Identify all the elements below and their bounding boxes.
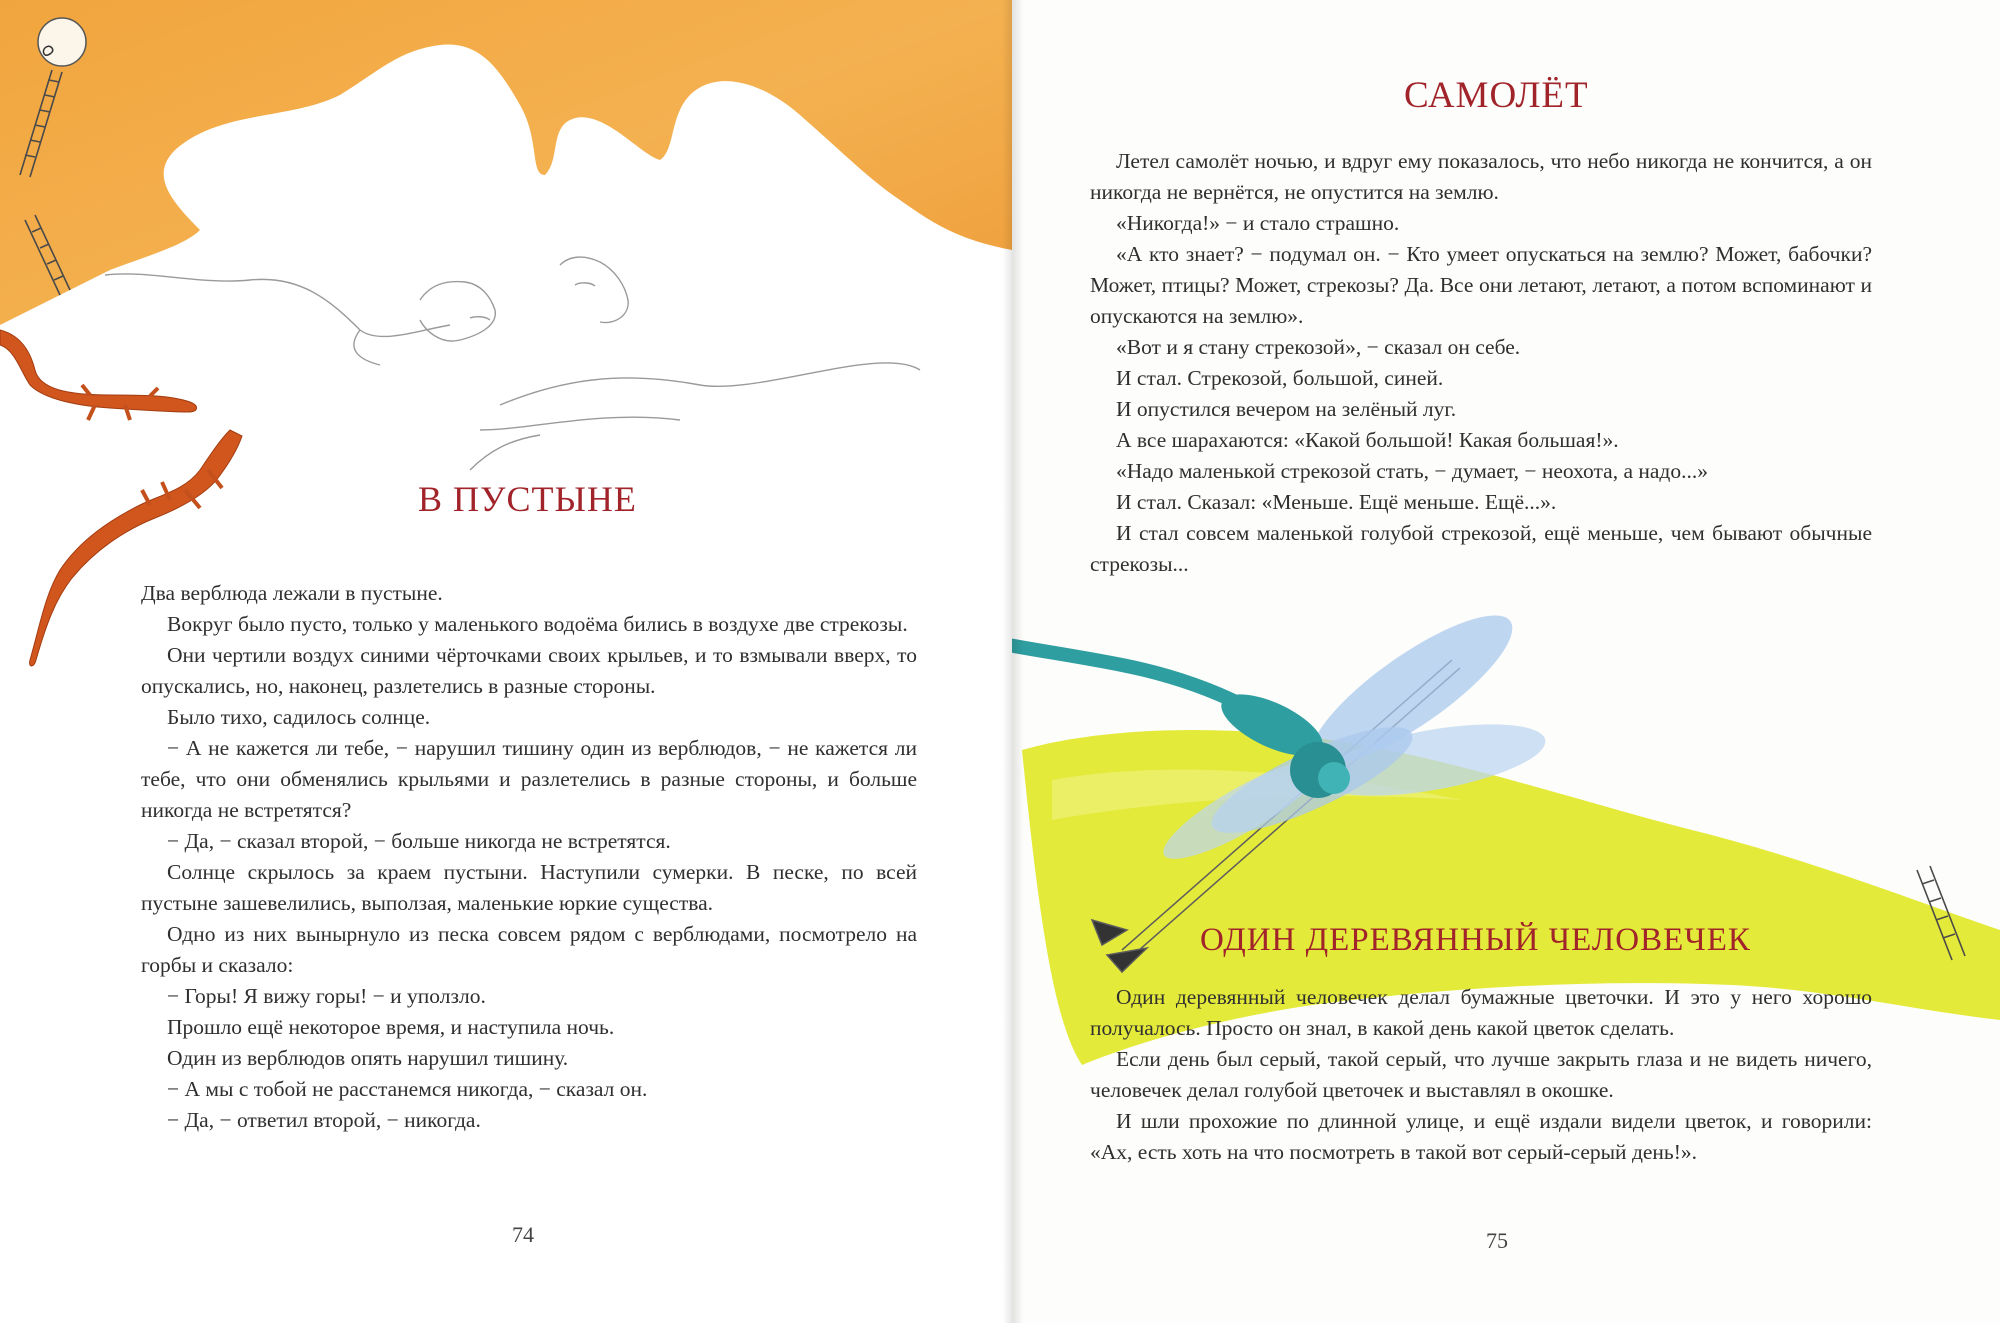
paragraph: Летел самолёт ночью, и вдруг ему показалось, что небо никогда не кончится, а он никогда не вернётся, не опустится на землю. (1090, 149, 1872, 204)
story-text-airplane (1090, 146, 1872, 580)
paragraph: Два верблюда лежали в пустыне. (141, 581, 443, 605)
book-gutter (1002, 0, 1024, 1323)
paragraph: Один деревянный человечек делал бумажные цветочки. И это у него хорошо получалось. Просто он знал, в какой день какой цветок сделать. (1090, 985, 1872, 1040)
paragraph: − А не кажется ли тебе, − нарушил тишину один из верблюдов, − не кажется ли тебе, что они обменялись крыльями и разлетелись в разные стороны, и больше никогда не встретятся? (141, 736, 917, 822)
story-title-airplane: САМОЛЁТ (1404, 75, 1589, 116)
story-title-desert: В ПУСТЫНЕ (418, 479, 637, 519)
paragraph: Один из верблюдов опять нарушил тишину. (167, 1046, 569, 1070)
paragraph: − Горы! Я вижу горы! − и уползло. (167, 984, 486, 1008)
paragraph: И шли прохожие по длинной улице, и ещё издали видели цветок, и говорили: «Ах, есть хоть на что посмотреть в такой вот серый-серый день!». (1090, 1109, 1872, 1164)
paragraph: И опустился вечером на зелёный луг. (1116, 397, 1457, 421)
paragraph: − Да, − сказал второй, − больше никогда не встретятся. (167, 829, 671, 853)
paragraph: Они чертили воздух синими чёрточками своих крыльев, и то взмывали вверх, то опускались, но, наконец, разлетелись в разные стороны. (141, 643, 917, 698)
paragraph: «Надо маленькой стрекозой стать, − думает, − неохота, а надо...» (1116, 459, 1708, 483)
paragraph: Солнце скрылось за краем пустыни. Наступили сумерки. В песке, по всей пустыне зашевелились, выползая, маленькие юркие существа. (141, 860, 917, 915)
paragraph: А все шарахаются: «Какой большой! Какая большая!». (1116, 428, 1619, 452)
paragraph: «Вот и я стану стрекозой», − сказал он себе. (1116, 335, 1521, 359)
page-number-right: 75 (1486, 1228, 1508, 1253)
paragraph: − Да, − ответил второй, − никогда. (167, 1108, 481, 1132)
paragraph: Одно из них вынырнуло из песка совсем рядом с верблюдами, посмотрело на горбы и сказало: (141, 922, 917, 977)
paragraph: Вокруг было пусто, только у маленького водоёма бились в воздухе две стрекозы. (167, 612, 908, 636)
paragraph: Если день был серый, такой серый, что лучше закрыть глаза и не видеть ничего, человечек делал голубой цветочек и выставлял в окошке. (1090, 1047, 1872, 1102)
story-text-wooden-man (1090, 982, 1872, 1168)
story-text-desert (141, 578, 917, 1136)
page-number-left: 74 (512, 1222, 534, 1247)
paragraph: И стал совсем маленькой голубой стрекозой, ещё меньше, чем бывают обычные стрекозы... (1090, 521, 1872, 576)
paragraph: «Никогда!» − и стало страшно. (1116, 211, 1400, 235)
paragraph: Прошло ещё некоторое время, и наступила ночь. (167, 1015, 615, 1039)
paragraph: − А мы с тобой не расстанемся никогда, − сказал он. (167, 1077, 648, 1101)
paragraph: Было тихо, садилось солнце. (167, 705, 431, 729)
paragraph: И стал. Сказал: «Меньше. Ещё меньше. Ещё...». (1116, 490, 1557, 514)
paragraph: «А кто знает? − подумал он. − Кто умеет опускаться на землю? Может, бабочки? Может, птицы? Может, стрекозы? Да. Все они летают, летают, а потом вспоминают и опускаются на землю». (1090, 242, 1872, 328)
moon-icon (38, 18, 86, 66)
story-title-wooden-man: ОДИН ДЕРЕВЯННЫЙ ЧЕЛОВЕЧЕК (1200, 922, 1751, 958)
paragraph: И стал. Стрекозой, большой, синей. (1116, 366, 1444, 390)
right-page (1012, 0, 2000, 1323)
